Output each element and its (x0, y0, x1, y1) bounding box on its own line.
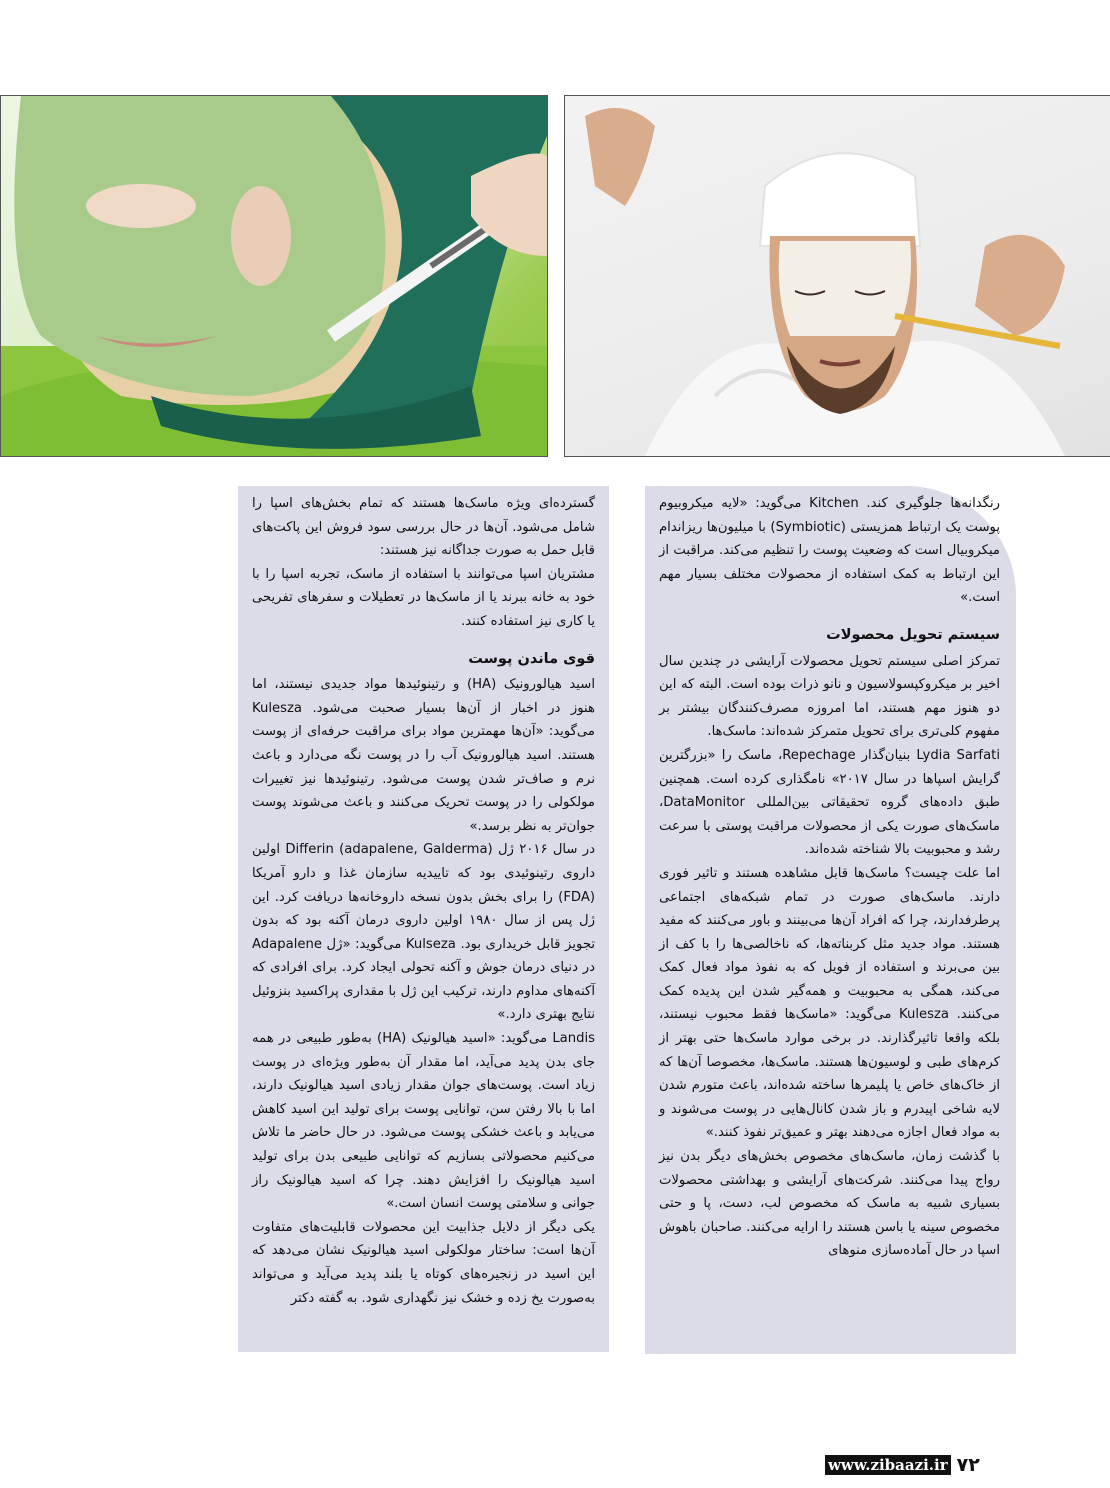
paragraph: تمرکز اصلی سیستم تحویل محصولات آرایشی در چندین سال اخیر بر میکروکپسولاسیون و نانو ذرات بوده است. البته که این دو هنوز مهم هستند، اما امروزه مصرف‌کنندگان بیشتر بر مفهوم کلی‌تری برای تحویل متمرکز شده‌اند: ماسک‌ها. (659, 653, 1000, 740)
paragraph: با گذشت زمان، ماسک‌های مخصوص بخش‌های دیگر بدن نیز رواج پیدا می‌کنند. شرکت‌های آرایشی و بهداشتی محصولات بسیاری شبیه به ماسک که مخصوص لب، دست، پا و حتی مخصوص سینه یا باسن هستند را ارایه می‌کنند. صاحبان باهوش اسپا در حال آماده‌سازی منوهای (659, 1149, 1000, 1259)
page-footer (825, 1454, 980, 1476)
article-column-left (238, 486, 609, 1352)
woman-green-mask-photo (0, 95, 548, 457)
paragraph: Landis می‌گوید: «اسید هیالونیک (HA) به‌طور طبیعی در همه جای بدن پدید می‌آید، اما مقدار آن به‌طور ویژه‌ای در پوست زیاد است. پوست‌های جوان مقدار زیادی اسید هیالونیک دارند، اما با بالا رفتن سن، توانایی پوست برای تولید این اسید کاهش می‌یابد و باعث خشکی پوست می‌شود. در حال حاضر ما تلاش می‌کنیم محصولاتی بسازیم که توانایی طبیعی بدن برای تولید اسید هیالونیک را افزایش دهند. چرا که اسید هیالونیک راز جوانی و سلامتی پوست انسان است.» (252, 1031, 596, 1212)
paragraph: یکی دیگر از دلایل جذابیت این محصولات قابلیت‌های متفاوت آن‌ها است: ساختار مولکولی اسید هیالونیک نشان می‌دهد که این اسید در زنجیره‌های کوتاه یا بلند پدید می‌آید و می‌تواند به‌صورت یخ زده و خشک نیز نگهداری شود. به گفته دکتر (252, 1219, 595, 1306)
woman-green-mask-illustration (1, 96, 547, 456)
paragraph: گسترده‌ای ویژه ماسک‌ها هستند که تمام بخش‌های اسپا را شامل می‌شود. آن‌ها در حال بررسی سود فروش این پاکت‌های قابل حمل به صورت جداگانه نیز هستند: (252, 496, 595, 559)
website-url[interactable]: www.zibaazi.ir (825, 1455, 951, 1475)
man-white-mask-photo (564, 95, 1110, 457)
paragraph: رنگدانه‌ها جلوگیری کند. Kitchen می‌گوید: «لایه میکروبیوم پوست یک ارتباط همزیستی (Symbiotic) با میلیون‌ها ریزاندام میکروبیال است که وضعیت پوست را تنظیم می‌کند. مراقبت از این ارتباط به کمک استفاده از محصولات مختلف بسیار مهم است.» (659, 496, 1000, 606)
section-heading: قوی ماندن پوست (468, 650, 595, 667)
paragraph: در سال ۲۰۱۶ ژل (Differin (adapalene, Galderma اولین داروی رتینوئیدی بود که تاییدیه سازمان غذا و دارو آمریکا (FDA) را برای بخش بدون نسخه داروخانه‌ها دریافت کرد. این ژل پس از سال ۱۹۸۰ اولین داروی درمان آکنه بود که بدون تجویز قابل خریداری بود. Kulseza می‌گوید: «ژل Adapalene در دنیای درمان جوش و آکنه تحولی ایجاد کرد. برای افرادی که آکنه‌های مداوم دارند، ترکیب این ژل با مقداری پراکسید بنزوئیل نتایج بهتری دارد.» (252, 842, 596, 1023)
paragraph: Lydia Sarfati بنیان‌گذار Repechage، ماسک را «بزرگترین گرایش اسپاها در سال ۲۰۱۷» نامگذاری کرده است. همچنین طبق داده‌های گروه تحقیقاتی بین‌المللی DataMonitor، ماسک‌های صورت یکی از محصولات مراقبت پوستی با سرعت رشد و محبوبیت بالا شناخته شده‌اند. (659, 747, 1000, 858)
paragraph: اسید هیالورونیک (HA) و رتینوئیدها مواد جدیدی نیستند، اما هنوز در اخبار از آن‌ها بسیار صحبت می‌شود. Kulesza می‌گوید: «آن‌ها مهمترین مواد برای مراقبت حرفه‌ای از پوست هستند. اسید هیالورونیک آب را در پوست نگه می‌دارد و باعث نرم و صاف‌تر شدن پوست می‌شود. رتینوئیدها نیز تغییرات مولکولی را در پوست تحریک می‌کنند و باعث می‌شوند پوست جوان‌تر به نظر برسد.» (252, 677, 595, 834)
article-column-right (645, 486, 1016, 1354)
page-number: ۷۲ (956, 1454, 980, 1476)
section-heading: سیستم تحویل محصولات (826, 626, 1000, 643)
paragraph: اما علت چیست؟ ماسک‌ها قابل مشاهده هستند و تاثیر فوری دارند. ماسک‌های صورت در تمام شبکه‌های اجتماعی پرطرفدارند، چرا که افراد آن‌ها می‌بینند و باور می‌کنند که مفید هستند. مواد جدید مثل کربناته‌ها، که ناخالصی‌ها را با کف از بین می‌برند و استفاده از فویل که به نفوذ مواد فعال کمک می‌کند، همگی به محبوبیت و همه‌گیر شدن این پدیده کمک می‌کنند. Kulesza می‌گوید: «ماسک‌ها فقط محبوب نیستند، بلکه واقعا تاثیرگذارند. در برخی موارد ماسک‌ها حتی بهتر از کرم‌های طبی و لوسیون‌ها هستند. ماسک‌ها، مخصوصا آن‌ها که از خاک‌های خاص یا پلیمرها ساخته شده‌اند، باعث متورم شدن لایه شاخی اپیدرم و باز شدن کانال‌هایی در پوست می‌شوند و به مواد فعال اجازه می‌دهند بهتر و عمیق‌تر نفوذ کنند.» (659, 865, 1000, 1141)
paragraph: مشتریان اسپا می‌توانند با استفاده از ماسک، تجربه اسپا را با خود به خانه ببرند یا از ماسک‌ها در تعطیلات و سفرهای تفریحی یا کاری نیز استفاده کنند. (252, 566, 595, 629)
man-white-mask-illustration (565, 96, 1110, 456)
